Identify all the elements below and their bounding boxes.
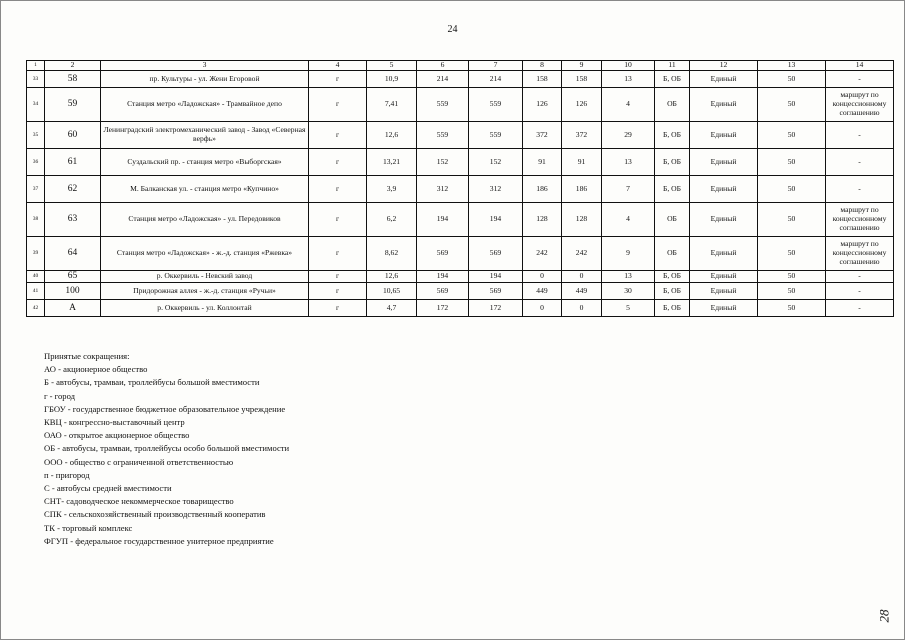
table-cell: 128 [562,203,602,237]
table-cell: 158 [523,71,562,88]
table-cell: 559 [469,122,523,149]
table-cell: р. Оккервиль - Невский завод [101,271,309,283]
table-cell: 65 [45,271,101,283]
table-cell: 13 [602,149,655,176]
column-header: 7 [469,61,523,71]
table-row [27,203,894,237]
table-cell: 60 [45,122,101,149]
column-header: 2 [45,61,101,71]
table-cell: 38 [27,203,45,237]
column-header: 1 [27,61,45,71]
table-cell: 3,9 [367,176,417,203]
table-cell: г [309,71,367,88]
table-cell: г [309,176,367,203]
table-cell: Единый [690,88,758,122]
abbreviation-item: ТК - торговый комплекс [44,522,133,533]
table-cell: 50 [758,149,826,176]
abbreviations-block [44,350,289,548]
abbreviation-item: ОБ - автобусы, трамваи, троллейбусы особо большой вместимости [44,443,290,454]
routes-table [26,60,894,317]
table-cell: 128 [523,203,562,237]
table-cell: 37 [27,176,45,203]
abbreviations-title: Принятые сокращения: [44,351,130,361]
table-cell: 214 [417,71,469,88]
abbreviation-item: АО - акционерное общество [44,364,148,375]
abbreviation-item: СПК - сельскохозяйственный производственный кооператив [44,509,266,520]
column-header: 13 [758,61,826,71]
table-cell: 242 [523,237,562,271]
table-cell: 4,7 [367,300,417,317]
column-header: 6 [417,61,469,71]
table-cell: Единый [690,283,758,300]
table-cell: Единый [690,237,758,271]
table-cell: Б, ОБ [655,176,690,203]
table-cell: 559 [417,122,469,149]
table-cell: 50 [758,203,826,237]
table-cell: г [309,300,367,317]
table-cell: 0 [562,271,602,283]
table-cell: 312 [469,176,523,203]
table-cell: маршрут по концессионному соглашению [826,203,894,237]
table-cell: 12,6 [367,271,417,283]
table-cell: 126 [562,88,602,122]
table-cell: 569 [417,283,469,300]
table-cell: 0 [562,300,602,317]
table-cell: г [309,237,367,271]
table-cell: 100 [45,283,101,300]
table-cell: Единый [690,71,758,88]
table-cell: Единый [690,176,758,203]
table-cell: 10,9 [367,71,417,88]
table-cell: 569 [417,237,469,271]
column-header: 12 [690,61,758,71]
table-cell: 42 [27,300,45,317]
table-cell: 50 [758,283,826,300]
table-cell: - [826,300,894,317]
table-row [27,71,894,88]
table-cell: 194 [469,203,523,237]
table-cell: Единый [690,149,758,176]
column-header: 4 [309,61,367,71]
table-cell: 5 [602,300,655,317]
table-cell: г [309,271,367,283]
table-cell: - [826,176,894,203]
table-cell: Суздальский пр. - станция метро «Выборгская» [101,149,309,176]
table-cell: 8,62 [367,237,417,271]
table-cell: 63 [45,203,101,237]
table-cell: - [826,71,894,88]
table-row [27,283,894,300]
column-header: 9 [562,61,602,71]
table-cell: Б, ОБ [655,71,690,88]
abbreviation-item: ФГУП - федеральное государственное унитерное предприятие [44,535,274,546]
table-cell: 7,41 [367,88,417,122]
column-header: 8 [523,61,562,71]
table-cell: 36 [27,149,45,176]
table-cell: 449 [523,283,562,300]
abbreviation-item: п - пригород [44,469,90,480]
table-cell: 372 [523,122,562,149]
table-cell: - [826,283,894,300]
table-cell: г [309,203,367,237]
table-row [27,176,894,203]
abbreviation-item: г - город [44,390,76,401]
table-cell: 50 [758,271,826,283]
abbreviations-list [44,363,289,548]
column-header: 3 [101,61,309,71]
column-header: 14 [826,61,894,71]
table-cell: 91 [523,149,562,176]
abbreviation-item: СНТ- садоводческое некоммерческое товарищество [44,496,234,507]
table-cell: 312 [417,176,469,203]
table-cell: 569 [469,283,523,300]
table-row [27,271,894,283]
table-cell: - [826,122,894,149]
table-cell: Единый [690,203,758,237]
table-cell: 62 [45,176,101,203]
table-cell: пр. Культуры - ул. Жени Егоровой [101,71,309,88]
table-cell: Б, ОБ [655,149,690,176]
table-cell: 172 [417,300,469,317]
table-cell: 4 [602,203,655,237]
table-cell: 59 [45,88,101,122]
table-row [27,149,894,176]
table-body [27,71,894,317]
table-cell: 34 [27,88,45,122]
table-cell: г [309,122,367,149]
column-header: 11 [655,61,690,71]
table-cell: ОБ [655,203,690,237]
abbreviation-item: ООО - общество с ограниченной ответственностью [44,456,234,467]
table-cell: маршрут по концессионному соглашению [826,88,894,122]
table-cell: 41 [27,283,45,300]
table-cell: 152 [417,149,469,176]
table-cell: г [309,149,367,176]
table-cell: 6,2 [367,203,417,237]
table-cell: Единый [690,271,758,283]
abbreviation-item: Б - автобусы, трамваи, троллейбусы большой вместимости [44,377,260,388]
table-cell: 50 [758,176,826,203]
table-cell: 9 [602,237,655,271]
table-cell: 7 [602,176,655,203]
table-cell: Единый [690,300,758,317]
table-cell: 33 [27,71,45,88]
table-cell: 569 [469,237,523,271]
table-cell: 50 [758,71,826,88]
table-cell: 30 [602,283,655,300]
column-header: 10 [602,61,655,71]
table-cell: 449 [562,283,602,300]
table-cell: 50 [758,300,826,317]
table-row [27,122,894,149]
table-cell: 50 [758,88,826,122]
table-cell: ОБ [655,237,690,271]
corner-handwritten-mark: 28 [876,609,892,623]
table-cell: 91 [562,149,602,176]
table-cell: 61 [45,149,101,176]
table-cell: 158 [562,71,602,88]
table-cell: Б, ОБ [655,271,690,283]
table-cell: - [826,149,894,176]
table-cell: Станция метро «Ладожская» - ж.-д. станция «Ржевка» [101,237,309,271]
table-cell: 58 [45,71,101,88]
table-header-row [27,61,894,71]
table-cell: 50 [758,122,826,149]
table-cell: 12,6 [367,122,417,149]
table-cell: Станция метро «Ладожская» - Трамвайное депо [101,88,309,122]
table-cell: 372 [562,122,602,149]
table-cell: ОБ [655,88,690,122]
table-cell: 186 [562,176,602,203]
table-cell: 194 [417,271,469,283]
abbreviation-item: ГБОУ - государственное бюджетное образовательное учреждение [44,403,286,414]
abbreviation-item: ОАО - открытое акционерное общество [44,430,190,441]
table-cell: Б, ОБ [655,283,690,300]
table-cell: 194 [469,271,523,283]
table-cell: 194 [417,203,469,237]
table-cell: Б, ОБ [655,122,690,149]
table-cell: г [309,283,367,300]
table-row [27,88,894,122]
table-cell: 559 [417,88,469,122]
table-cell: 0 [523,271,562,283]
table-cell: 126 [523,88,562,122]
table-cell: 242 [562,237,602,271]
table-cell: 50 [758,237,826,271]
table-cell: 13 [602,271,655,283]
table-cell: 64 [45,237,101,271]
table-cell: 39 [27,237,45,271]
table-cell: 40 [27,271,45,283]
abbreviation-item: С - автобусы средней вместимости [44,483,172,494]
table-cell: Станция метро «Ладожская» - ул. Передовиков [101,203,309,237]
column-header: 5 [367,61,417,71]
table-cell: 214 [469,71,523,88]
table-cell: р. Оккервиль - ул. Коллонтай [101,300,309,317]
page-number: 24 [447,24,458,35]
table-cell: 0 [523,300,562,317]
table-cell: Придорожная аллея - ж.-д. станция «Ручьи» [101,283,309,300]
table-cell: Ленинградский электромеханический завод - Завод «Северная верфь» [101,122,309,149]
table-cell: маршрут по концессионному соглашению [826,237,894,271]
table-cell: 29 [602,122,655,149]
table-row [27,300,894,317]
table-cell: Б, ОБ [655,300,690,317]
table-cell: 13,21 [367,149,417,176]
table-cell: 4 [602,88,655,122]
table-row [27,237,894,271]
table-cell: 186 [523,176,562,203]
abbreviation-item: КВЦ - конгрессно-выставочный центр [44,417,185,428]
table-cell: 35 [27,122,45,149]
table-cell: 152 [469,149,523,176]
table-cell: г [309,88,367,122]
table-cell: 13 [602,71,655,88]
table-cell: 10,65 [367,283,417,300]
table-cell: 559 [469,88,523,122]
table-cell: Единый [690,122,758,149]
table-cell: М. Балканская ул. - станция метро «Купчино» [101,176,309,203]
table-cell: - [826,271,894,283]
table-cell: А [45,300,101,317]
table-cell: 172 [469,300,523,317]
